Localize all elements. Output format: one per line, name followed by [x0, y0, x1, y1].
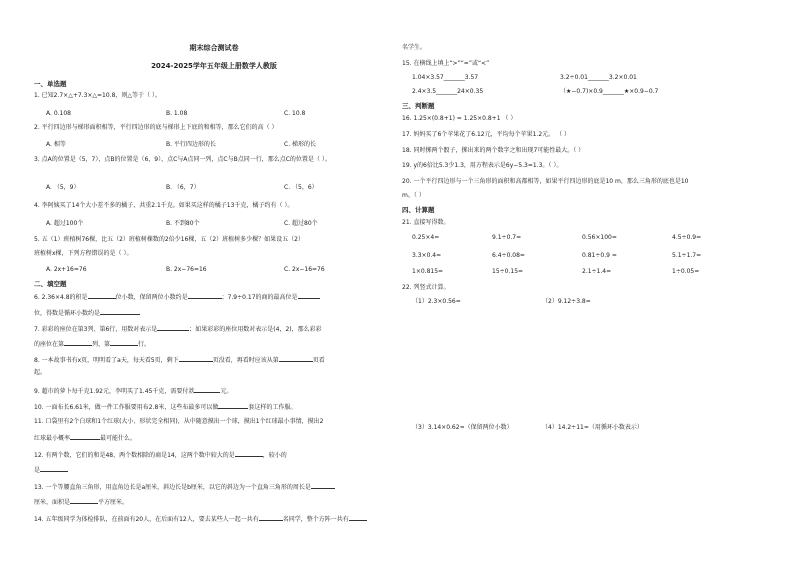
question-13-line2 [34, 497, 128, 507]
q15-item-3[interactable]: 2.4×3.5_______24×0.35 [412, 88, 484, 95]
question-12 [34, 450, 287, 460]
q7-text-a: 7. 彩彩的座位在第3列、第6行，用数对表示是 [34, 326, 158, 333]
q8-blank-1[interactable] [179, 355, 213, 362]
question-2: 2. 平行四边形与梯形面积相等，平行四边形的底与梯形上下底的和相等，那么它们的高（ ） [34, 124, 278, 131]
q13-blank-2[interactable] [70, 497, 98, 504]
q10-text-a: 10. 一面布长6.61米，做一件工作服要用布2.8米，这些布最多可以做 [34, 404, 219, 411]
question-10 [34, 402, 296, 412]
q13-text-b: 厘米，面积是 [34, 499, 71, 506]
q6-text-b: 位小数，保留两位小数约是 [115, 294, 188, 301]
q13-text-a: 13. 一个等腰直角三角形，用直角边长是a厘米，斜边长是b厘米，以它的斜边为一个直角三角形的周长是 [34, 484, 311, 491]
question-11-line2 [34, 433, 136, 443]
question-12-line2 [34, 465, 68, 475]
q15-item-2[interactable]: 3.2÷0.01_______3.2×0.01 [560, 74, 637, 81]
question-7 [34, 324, 322, 334]
q21-item[interactable]: 9.1÷0.7= [492, 234, 522, 241]
q3-option-a: A. （5，9） [46, 184, 80, 191]
q21-item[interactable]: 4.5÷0.9= [672, 234, 702, 241]
q21-item[interactable]: 6.4÷0.08= [492, 252, 525, 259]
q22-item-3[interactable]: （3）3.14×0.62≈（保留两位小数） [412, 424, 513, 431]
q14-blank-1[interactable] [259, 514, 283, 521]
q21-item[interactable]: 1÷0.05= [672, 268, 700, 275]
q2-option-c: C. 梯形的长 [284, 141, 317, 148]
q1-option-b: B. 1.08 [166, 110, 188, 117]
q22-item-2[interactable]: （2）9.12÷3.8= [542, 298, 591, 305]
q6-text-a: 6. 2.36×4.8的积是 [34, 294, 88, 301]
q12-text-a: 12. 有两个数，它们的和是48，两个数相除的商是14，这两个数中较大的是 [34, 452, 235, 459]
q21-item[interactable]: 2.1÷1.4= [582, 268, 612, 275]
q7-blank-1[interactable] [157, 324, 189, 331]
q9-text-b: 元。 [220, 388, 233, 395]
question-16[interactable]: 16. 1.25×(0.8+1) = 1.25×0.8+1 （ ） [402, 115, 517, 122]
q7-blank-3[interactable] [110, 339, 138, 346]
q21-item[interactable]: 0.25×4= [412, 234, 440, 241]
question-6-line2 [34, 308, 140, 318]
question-13 [34, 482, 335, 492]
q6-blank-1[interactable] [88, 292, 116, 299]
q7-text-e: 行。 [138, 341, 151, 348]
question-20-line1: 20. 一个平行四边形与一个三角形的面积和高都相等，如果平行四边形的底是10 m，那么三角形的底也是10 [402, 178, 689, 185]
section-fill-in: 二、填空题 [34, 280, 67, 288]
q22-item-1[interactable]: （1）2.3×0.56= [412, 298, 461, 305]
page-subtitle: 2024-2025学年五年级上册数学人教版 [151, 62, 277, 70]
question-8-line2: 起。 [34, 369, 47, 376]
question-5-line2: 班植树x棵，下列方程错误的是（ ）。 [34, 250, 133, 257]
question-22: 22. 列竖式计算。 [402, 284, 450, 291]
q11-text-b: 红球最小概率 [34, 435, 71, 442]
question-20-line2[interactable]: m。（ ） [402, 192, 425, 199]
q1-option-c: C. 10.8 [284, 110, 306, 117]
q8-text-a: 8. 一本故事书有x页，明明看了a天，每天看5页，剩下 [34, 357, 179, 364]
q6-blank-4[interactable] [100, 308, 140, 315]
section-single-choice: 一、单选题 [34, 80, 67, 88]
question-17[interactable]: 17. 妈妈买了6个苹果花了6.12元，平均每个苹果1.2元。 （ ） [402, 131, 570, 138]
q3-option-c: C. （5，6） [284, 184, 318, 191]
q7-text-c: 的座位在第 [34, 341, 65, 348]
q21-item[interactable]: 15÷0.15= [492, 268, 524, 275]
question-18[interactable]: 18. 同时掷两个骰子，掷出来的两个数字之和出现7可能性最大。（ ） [402, 147, 585, 154]
q10-blank-1[interactable] [218, 402, 248, 409]
q5-option-a: A. 2x+16=76 [46, 266, 87, 273]
question-1: 1. 已知2.7×△+7.3×△=10.8，则△等于（ ）。 [34, 92, 161, 99]
q8-text-c: 页看 [312, 357, 325, 364]
section-calculation: 四、计算题 [402, 206, 435, 214]
question-21: 21. 直接写得数。 [402, 219, 450, 226]
q2-option-a: A. 相等 [46, 141, 66, 148]
question-11: 11. 口袋里有2个白球和1个红球(大小、形状完全相同)，从中随意摸出一个球，摸出1个红球最小事情，摸出2 [34, 418, 324, 425]
page-title: 期末综合测试卷 [189, 44, 239, 52]
q12-text-c: 是 [34, 467, 41, 474]
q21-item[interactable]: 0.56×100= [582, 234, 617, 241]
q7-blank-2[interactable] [64, 339, 92, 346]
question-6 [34, 292, 320, 302]
q14-blank-2[interactable] [349, 514, 367, 521]
q21-item[interactable]: 5.1÷1.7= [672, 252, 702, 259]
q14-continuation: 名学生。 [402, 44, 427, 51]
q13-text-c: 平方厘米。 [98, 499, 129, 506]
question-15: 15. 在横线上填上“>”“=”或“<” [402, 60, 490, 67]
q4-option-c: C. 超过80个 [284, 220, 318, 227]
q11-text-c: 最可能什么。 [100, 435, 137, 442]
question-5-line1: 5. 五（1）班植树76棵，比五（2）班植树棵数的2倍少16棵，五（2）班植树多少棵？如果设五（2） [34, 236, 304, 243]
q14-text-a: 14. 五年级同学为体检排队，在前面有20人，在后面有12人，要去某些人一起一共有 [34, 516, 259, 523]
q12-text-b: ，较小的 [262, 452, 287, 459]
q9-text-a: 9. 超市的萝卜每千克1.92元，李明买了1.45千克，需要付款 [34, 388, 195, 395]
q12-blank-1[interactable] [235, 450, 263, 457]
question-3: 3. 点A的位置是（5，7），点B的位置是（6，9），点C与A点同一列，点C与B点同一行，那么点C的位置是（ ）。 [34, 156, 331, 163]
q5-option-c: C. 2x−16=76 [284, 266, 325, 273]
q1-option-a: A. 0.108 [46, 110, 71, 117]
q8-blank-2[interactable] [279, 355, 313, 362]
question-19[interactable]: 19. y的6倍比5.3少1.3，用方程表示是6y−5.3=1.3。（ ）。 [402, 162, 563, 169]
q21-item[interactable]: 3.3×0.4= [412, 252, 442, 259]
q10-text-b: 套这样的工作服。 [248, 404, 297, 411]
q4-option-a: A. 超过100个 [46, 220, 84, 227]
q5-option-b: B. 2x−76=16 [166, 266, 207, 273]
q6-text-c: ；7.9÷0.17的商的最高位是 [221, 294, 298, 301]
q8-text-b: 页没看，再看时应该从第 [212, 357, 279, 364]
q2-option-b: B. 平行四边形的长 [166, 141, 216, 148]
q6-blank-3[interactable] [298, 292, 320, 299]
section-true-false: 三、判断题 [402, 102, 435, 110]
q3-option-b: B. （6，7） [166, 184, 200, 191]
q6-text-d: 位，得数是循环小数约是 [34, 310, 101, 317]
q21-item[interactable]: 0.81÷0.9 = [582, 252, 617, 259]
q15-item-1[interactable]: 1.04×3.57_______3.57 [412, 74, 479, 81]
q4-option-b: B. 不到80个 [166, 220, 200, 227]
q21-item[interactable]: 1×0.815= [412, 268, 444, 275]
q6-blank-2[interactable] [188, 292, 222, 299]
q11-blank-1[interactable] [70, 433, 100, 440]
q14-text-b: 名同学，整个方阵一共有 [282, 516, 349, 523]
question-7-line2 [34, 339, 150, 349]
q15-item-4[interactable]: （★−0.7)×0.9_______★×0.9−0.7 [560, 88, 659, 95]
q7-text-d: 列、第 [92, 341, 111, 348]
question-4: 4. 李阿姨买了14个大小差不多的橘子，共重2.1千克。如果买这样的橘子13千克，橘子约有（ ）。 [34, 202, 294, 209]
q12-blank-2[interactable] [40, 465, 68, 472]
q13-blank-1[interactable] [311, 482, 335, 489]
question-9 [34, 386, 232, 396]
q22-item-4[interactable]: （4）14.2÷11=（用循环小数表示） [542, 424, 643, 431]
q7-text-b: ；如果彩彩的座位用数对表示是(4，2)，那么彩彩 [189, 326, 322, 333]
question-14 [34, 514, 367, 524]
question-8 [34, 355, 325, 365]
q9-blank-1[interactable] [194, 386, 220, 393]
